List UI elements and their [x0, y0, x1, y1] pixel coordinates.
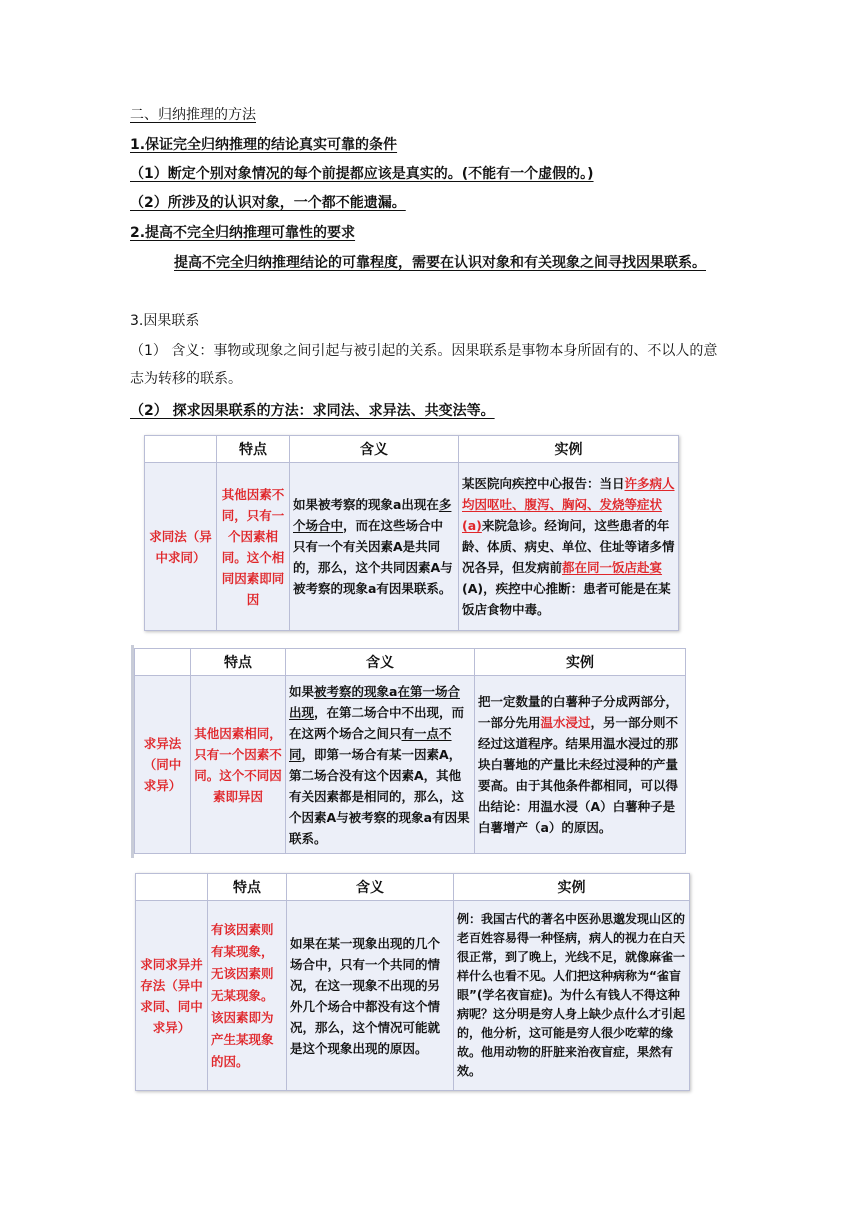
meaning-underlined: 有一点不同 [289, 725, 452, 762]
example-highlight: 温水浸过 [540, 715, 591, 730]
example-text: (A)，疾控中心推断：患者可能是在某饭店食物中毒。 [462, 581, 671, 617]
header-example: 实例 [475, 649, 686, 676]
condition-2: （2）所涉及的认识对象，一个都不能遗漏。 [130, 195, 406, 211]
meaning-cell [286, 676, 475, 854]
example-highlight: 都在同一饭店赴宴 [562, 560, 663, 575]
example-highlight: 许多病人均因呕吐、腹泻、胸闷、发烧等症状(a) [462, 476, 675, 533]
requirement-text: 提高不完全归纳推理结论的可靠程度，需要在认识对象和有关现象之间寻找因果联系。 [174, 255, 706, 271]
method-table-joint [135, 873, 690, 1091]
heading-causal-link: 3.因果联系 [130, 313, 200, 329]
method-table-agreement [144, 435, 679, 631]
methods-heading: （2） 探求因果联系的方法：求同法、求异法、共变法等。 [130, 403, 495, 419]
meaning-cell [290, 463, 459, 631]
meaning-text: 如果被考察的现象a出现在 [293, 497, 439, 512]
method-name: 求异法（同中求异） [135, 676, 191, 854]
example-text: 把一定数量的白薯种子分成两部分，一部分先用 [478, 694, 679, 730]
example-text: ，另一部分则不经过这道程序。结果用温水浸过的那块白薯地的产量比未经过浸种的产量要高。由于其他条件都相同，可以得出结论：用温水浸（A）白薯种子是白薯增产（a）的原因。 [478, 715, 679, 835]
meaning-underlined: 多个场合中 [293, 497, 452, 533]
header-example: 实例 [454, 874, 690, 901]
meaning-text: ，即第一场合有某一因素A，第二场合没有这个因素A，其他有关因素都是相同的，那么，这个因素A与被考察的现象a有因果联系。 [289, 746, 470, 846]
section-title: 二、归纳推理的方法 [130, 107, 256, 123]
feature-cell: 有该因素则有某现象，无该因素则无某现象。该因素即为产生某现象的因。 [208, 901, 287, 1091]
header-feature: 特点 [217, 436, 290, 463]
header-spacer [136, 874, 208, 901]
header-spacer [145, 436, 217, 463]
header-feature: 特点 [208, 874, 287, 901]
method-name: 求同法（异中求同） [145, 463, 217, 631]
condition-1: （1）断定个别对象情况的每个前提都应该是真实的。(不能有一个虚假的。) [130, 166, 594, 182]
heading-incomplete-induction: 2.提高不完全归纳推理可靠性的要求 [130, 225, 356, 241]
method-name: 求同求异并存法（异中求同、同中求异） [136, 901, 208, 1091]
method-table-difference [134, 648, 686, 854]
feature-cell: 其他因素相同，只有一个因素不同。这个不同因素即异因 [191, 676, 286, 854]
header-spacer [135, 649, 191, 676]
header-example: 实例 [459, 436, 679, 463]
meaning-underlined: 被考察的现象a在第一场合出现 [289, 683, 460, 720]
header-meaning: 含义 [290, 436, 459, 463]
example-cell: 例：我国古代的著名中医孙思邈发现山区的老百姓容易得一种怪病，病人的视力在白天很正常，到了晚上，光线不足，就像麻雀一样什么也看不见。人们把这种病称为“雀盲眼”(学名夜盲症)。为什么有钱人不得这种病呢？这分明是穷人身上缺少点什么才引起的，他分析，这可能是穷人很少吃荤的缘故。他用动物的肝脏来治夜盲症，果然有效。 [454, 901, 690, 1091]
meaning-cell: 如果在某一现象出现的几个场合中，只有一个共同的情况，在这一现象不出现的另外几个场合中都没有这个情况，那么，这个情况可能就是这个现象出现的原因。 [287, 901, 454, 1091]
meaning-text: ，而在这些场合中只有一个有关因素A是共同的，那么，这个共同因素A与被考察的现象a有因果联系。 [293, 518, 453, 596]
definition-text: （1） 含义：事物或现象之间引起与被引起的关系。因果联系是事物本身所固有的、不以人的意志为转移的联系。 [130, 343, 718, 387]
header-meaning: 含义 [286, 649, 475, 676]
meaning-text: 如果 [289, 683, 315, 699]
meaning-text: ，在第二场合中不出现，而在这两个场合之间只 [289, 704, 465, 741]
feature-cell: 其他因素不同，只有一个因素相同。这个相同因素即同因 [217, 463, 290, 631]
example-cell [459, 463, 679, 631]
header-feature: 特点 [191, 649, 286, 676]
example-text: 来院急诊。经询问，这些患者的年龄、体质、病史、单位、住址等诸多情况各异，但发病前 [462, 518, 675, 575]
header-meaning: 含义 [287, 874, 454, 901]
example-text: 某医院向疾控中心报告：当日 [462, 476, 625, 491]
heading-complete-induction: 1.保证完全归纳推理的结论真实可靠的条件 [130, 137, 398, 153]
example-cell [475, 676, 686, 854]
